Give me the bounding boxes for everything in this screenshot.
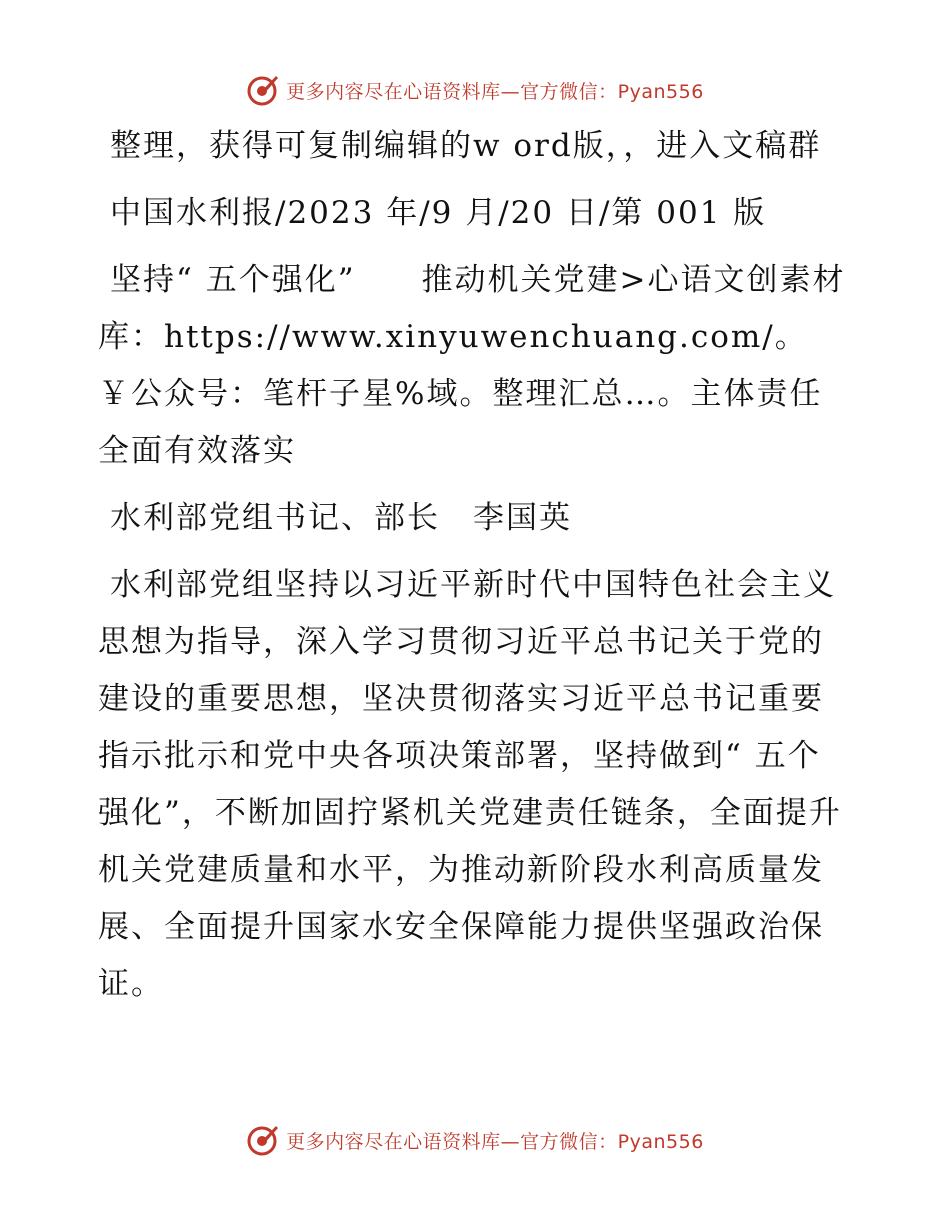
footer-banner — [0, 1120, 950, 1160]
author-line: 水利部党组书记、部长 李国英 — [110, 500, 572, 536]
source-line: 中国水利报/2023 年/9 月/20 日/第 001 版 — [110, 195, 767, 231]
body-paragraph: 水利部党组坚持以习近平新时代中国特色社会主义思想为指导，深入学习贯彻习近平总书记关于党的建设的重要思想，坚决贯彻落实习近平总书记重要指示批示和党中央各项决策部署，坚持做到“ 五个强化”，不断加固拧紧机关党建责任链条，全面提升机关党建质量和水平，为推动新阶段水利高质量发展、全面提升国家水安全保障能力提供坚强政治保证。 — [98, 567, 842, 1002]
notice-paragraph: 整理，获得可复制编辑的w ord版，，进入文稿群 — [110, 128, 822, 164]
footer-banner-text: 更多内容尽在心语资料库—官方微信：Pyan556 — [286, 1130, 704, 1153]
quill-seal-icon — [246, 1123, 280, 1157]
quill-seal-icon — [246, 73, 280, 107]
title-paragraph: 坚持“ 五个强化” 推动机关党建>心语文创素材库：https://www.xinyuwenchuang.com/。￥公众号：笔杆子星%域。整理汇总…。主体责任全面有效落实 — [98, 262, 846, 469]
document-body — [98, 118, 850, 1013]
header-banner — [0, 70, 950, 110]
header-banner-text: 更多内容尽在心语资料库—官方微信：Pyan556 — [286, 80, 704, 103]
